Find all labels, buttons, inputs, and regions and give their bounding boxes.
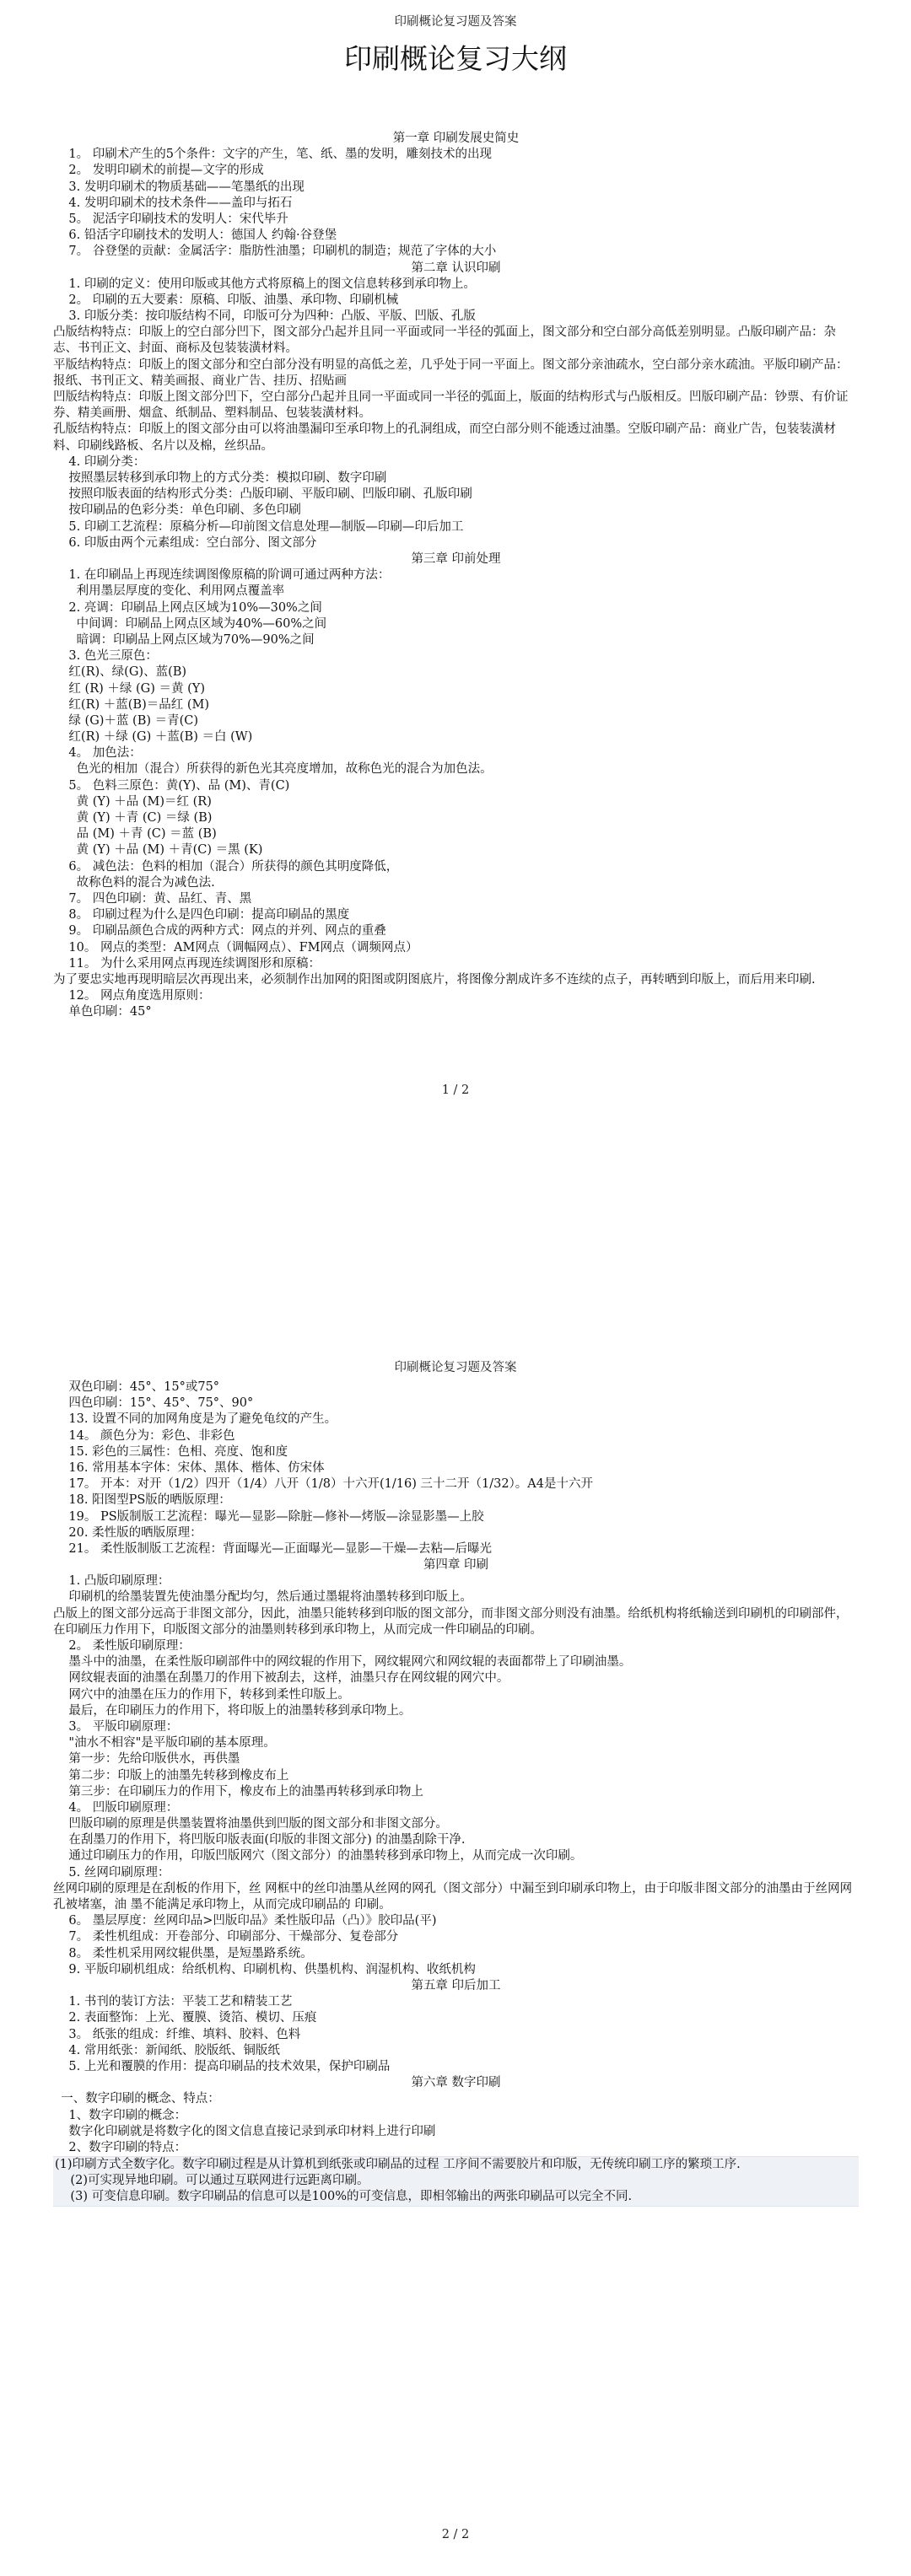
text-line: 10。 网点的类型：AM网点（调幅网点）、FM网点（调频网点）	[53, 940, 418, 955]
text-line: 16. 常用基本字体：宋体、黑体、楷体、仿宋体	[53, 1460, 325, 1475]
chapter-heading: 第四章 印刷	[423, 1558, 489, 1573]
text-line: 20. 柔性版的晒版原理：	[53, 1525, 202, 1540]
text-line: 4. 发明印刷术的技术条件——盖印与拓石	[53, 196, 293, 210]
text-line: 3。 平版印刷原理：	[53, 1719, 179, 1734]
running-header: 印刷概论复习题及答案	[394, 15, 517, 29]
document-title: 印刷概论复习大纲	[344, 42, 567, 75]
text-line: 14。 颜色分为：彩色、非彩色	[53, 1428, 235, 1443]
text-line: 红 (R) ＋绿 (G) ＝黄 (Y)	[53, 681, 205, 696]
page-1-body	[53, 131, 859, 1020]
chapter-heading: 第一章 印刷发展史简史	[392, 132, 520, 145]
text-line: 3。 纸张的组成：纤维、填料、胶料、色料	[53, 2027, 301, 2041]
text-line: 2。 柔性版印刷原理：	[53, 1639, 191, 1654]
text-line: 按印刷品的色彩分类：单色印刷、多色印刷	[53, 503, 301, 518]
text-line: 6. 铅活字印刷技术的发明人：德国人 约翰·谷登堡	[53, 229, 337, 243]
text-line: 印刷机的给墨装置先使油墨分配均匀，然后通过墨辊将油墨转移到印版上。	[53, 1590, 472, 1605]
text-line: 17。 开本：对开（1/2）四开（1/4）八开（1/8）十六开(1/16) 三十二开（1/32）。A4是十六开	[53, 1477, 593, 1492]
page-footer: 2 / 2	[441, 2528, 470, 2541]
text-line: 1. 书刊的装订方法：平装工艺和精装工艺	[53, 1995, 293, 2009]
text-line: 最后，在印刷压力的作用下，将印版上的油墨转移到承印物上。	[53, 1703, 412, 1718]
text-line: 凸版上的图文部分远高于非图文部分，因此，油墨只能转移到印版的图文部分，而非图文部分则没有油墨。给纸机构将纸输送到印刷机的印刷部件，在印刷压力作用下，印版图文部分的油墨则转移到承印物上，从而完成一件印刷品的印刷。	[53, 1606, 849, 1637]
text-line: 9。 印刷品颜色合成的两种方式：网点的并列、网点的重叠	[53, 924, 386, 938]
text-line: 1. 凸版印刷原理：	[53, 1574, 170, 1589]
text-line: 黄 (Y) ＋品 (M) ＋青(C) ＝黑 (K)	[53, 843, 263, 858]
text-line: 按照墨层转移到承印物上的方式分类：模拟印刷、数字印刷	[53, 471, 387, 486]
text-line: (2)可实现异地印刷。可以通过互联网进行远距离印刷。	[55, 2174, 369, 2188]
text-line: 色光的相加（混合）所获得的新色光其亮度增加，故称色光的混合为加色法。	[53, 762, 493, 777]
text-line: (3) 可变信息印刷。数字印刷品的信息可以是100%的可变信息，即相邻输出的两张印刷品可以完全不同.	[55, 2190, 633, 2204]
text-line: 通过印刷压力的作用，印版凹版网穴（图文部分）的油墨转移到承印物上，从而完成一次印刷。	[53, 1849, 583, 1863]
text-line: 凹版印刷的原理是供墨装置将油墨供到凹版的图文部分和非图文部分。	[53, 1817, 448, 1831]
text-line: 凹版结构特点：印版上图文部分凹下，空白部分凸起并且同一平面或同一半径的弧面上，版面的结构形式与凸版相反。凹版印刷产品：钞票、有价证券、精美画册、烟盒、纸制品、塑料制品、包装装潢材料。	[53, 390, 849, 421]
text-line: 红(R) ＋蓝(B)＝品红 (M)	[53, 697, 210, 712]
text-line: 7。 谷登堡的贡献：金属活字：脂肪性油墨；印刷机的制造；规范了字体的大小	[53, 245, 497, 259]
text-line: 5. 印刷工艺流程：原稿分析—印前图文信息处理—制版—印刷—印后加工	[53, 519, 464, 534]
text-line: 3. 印版分类：按印版结构不同，印版可分为四种：凸版、平版、凹版、孔版	[53, 309, 476, 324]
text-line: 2. 亮调：印刷品上网点区域为10%—30%之间	[53, 600, 322, 615]
text-line: 21。 柔性版制版工艺流程：背面曝光—正面曝光—显影—干燥—去粘—后曝光	[53, 1541, 492, 1556]
text-line: 1。 印刷术产生的5个条件：文字的产生，笔、纸、墨的发明，雕刻技术的出现	[53, 148, 492, 162]
text-line: 6。 减色法：色料的相加（混合）所获得的颜色其明度降低，	[53, 859, 399, 874]
text-line: 11。 为什么采用网点再现连续调图形和原稿：	[53, 956, 321, 971]
text-line: 绿 (G)＋蓝 (B) ＝青(C)	[53, 713, 199, 728]
text-line: 黄 (Y) ＋青 (C) ＝绿 (B)	[53, 811, 213, 825]
text-line: 2。 发明印刷术的前提—文字的形成	[53, 164, 264, 178]
text-line: 一、数字印刷的概念、特点：	[53, 2092, 220, 2106]
text-line: 双色印刷：45°、15°或75°	[53, 1380, 220, 1394]
text-line: "油水不相容"是平版印刷的基本原理。	[53, 1736, 276, 1750]
text-line: 19。 PS版制版工艺流程：曝光—显影—除脏—修补—烤版—涂显影墨—上胶	[53, 1509, 484, 1524]
chapter-heading: 第六章 数字印刷	[411, 2076, 501, 2090]
text-line: 利用墨层厚度的变化、利用网点覆盖率	[53, 584, 285, 599]
text-line: 丝网印刷的原理是在刮板的作用下，丝 网框中的丝印油墨从丝网的网孔（图文部分）中漏至到印刷承印物上，由于印版非图文部分的油墨由于丝网网孔被堵塞，油 墨不能满足承印物上，从而完成印刷品的 印刷。	[53, 1881, 853, 1912]
text-line: 1. 印刷的定义：使用印版或其他方式将原稿上的图文信息转移到承印物上。	[53, 277, 476, 291]
text-line: 单色印刷：45°	[53, 1005, 152, 1019]
text-line: 第二步：印版上的油墨先转移到橡皮布上	[53, 1768, 289, 1783]
running-header: 印刷概论复习题及答案	[394, 1361, 517, 1374]
highlighted-block	[53, 2156, 859, 2207]
text-line: 5. 丝网印刷原理：	[53, 1865, 170, 1880]
text-line: 孔版结构特点：印版上的图文部分由可以将油墨漏印至承印物上的孔洞组成，而空白部分则不能透过油墨。空版印刷产品：商业广告，包装装潢材料、印刷线路板、名片以及棉，丝织品。	[53, 422, 836, 453]
text-line: 3. 色光三原色：	[53, 649, 158, 664]
text-line: 6。 墨层厚度：丝网印品>凹版印品》柔性版印品（凸）》胶印品(平)	[53, 1914, 437, 1928]
text-line: 在刮墨刀的作用下，将凹版印版表面(印版的非图文部分) 的油墨刮除干净.	[53, 1833, 466, 1847]
chapter-heading: 第五章 印后加工	[411, 1979, 501, 1993]
text-line: 9. 平版印刷机组成：给纸机构、印刷机构、供墨机构、润湿机构、收纸机构	[53, 1962, 476, 1976]
text-line: 15. 彩色的三属性：色相、亮度、饱和度	[53, 1444, 288, 1459]
text-line: 数字化印刷就是将数字化的图文信息直接记录到承印材料上进行印刷	[53, 2124, 436, 2138]
text-line: 2、数字印刷的特点：	[53, 2140, 187, 2154]
text-line: 7。 柔性机组成：开卷部分、印刷部分、干燥部分、复卷部分	[53, 1930, 399, 1944]
text-line: 4. 常用纸张：新闻纸、胶版纸、铜版纸	[53, 2043, 280, 2057]
text-line: 黄 (Y) ＋品 (M)＝红 (R)	[53, 794, 212, 809]
text-line: 平版结构特点：印版上的图文部分和空白部分没有明显的高低之差，几乎处于同一平面上。图文部分亲油疏水，空白部分亲水疏油。平版印刷产品：报纸、书刊正文、精美画报、商业广告、挂历、招贴画	[53, 358, 849, 388]
text-line: 网纹辊表面的油墨在刮墨刀的作用下被刮去，这样，油墨只存在网纹辊的网穴中。	[53, 1671, 509, 1686]
text-line: 4. 印刷分类：	[53, 454, 146, 469]
page-footer: 1 / 2	[441, 1084, 470, 1097]
text-line: 为了要忠实地再现明暗层次再现出来，必须制作出加网的阳图或阴图底片，将图像分割成许多不连续的点子，再转晒到印版上，而后用来印刷.	[53, 972, 816, 987]
text-line: 1、数字印刷的概念：	[53, 2108, 187, 2122]
text-line: 8。 柔性机采用网纹辊供墨，是短墨路系统。	[53, 1946, 313, 1960]
chapter-heading: 第二章 认识印刷	[411, 261, 501, 275]
text-line: 2. 表面整饰：上光、覆膜、烫箔、模切、压痕	[53, 2011, 317, 2025]
text-line: 18. 阳图型PS版的晒版原理：	[53, 1493, 231, 1508]
text-line: 12。 网点角度选用原则：	[53, 989, 211, 1003]
text-line: 5. 上光和覆膜的作用：提高印刷品的技术效果，保护印刷品	[53, 2059, 391, 2073]
text-line: 4。 加色法：	[53, 746, 142, 761]
text-line: (1)印刷方式全数字化。数字印刷过程是从计算机到纸张或印刷品的过程 工序间不需要胶片和印版，无传统印刷工序的繁琐工序.	[55, 2158, 741, 2172]
text-line: 中间调：印刷品上网点区域为40%—60%之间	[53, 616, 327, 631]
text-line: 2。 印刷的五大要素：原稿、印版、油墨、承印物、印刷机械	[53, 293, 399, 307]
chapter-heading: 第三章 印前处理	[411, 552, 501, 566]
text-line: 墨斗中的油墨，在柔性版印刷部件中的网纹辊的作用下，网纹辊网穴和网纹辊的表面都带上了印刷油墨。	[53, 1655, 632, 1670]
text-line: 暗调：印刷品上网点区域为70%—90%之间	[53, 632, 315, 647]
text-line: 红(R)、绿(G)、蓝(B)	[53, 665, 187, 680]
text-line: 4。 凹版印刷原理：	[53, 1800, 179, 1815]
text-line: 第一步：先给印版供水，再供墨	[53, 1752, 240, 1767]
text-line: 6. 印版由两个元素组成：空白部分、图文部分	[53, 535, 317, 550]
text-line: 按照印版表面的结构形式分类：凸版印刷、平版印刷、凹版印刷、孔版印刷	[53, 487, 472, 502]
text-line: 品 (M) ＋青 (C) ＝蓝 (B)	[53, 827, 217, 842]
text-line: 网穴中的油墨在压力的作用下，转移到柔性印版上。	[53, 1687, 350, 1702]
text-line: 红(R) ＋绿 (G) ＋蓝(B) ＝白 (W)	[53, 730, 253, 745]
text-line: 13. 设置不同的加网角度是为了避免龟纹的产生。	[53, 1412, 337, 1427]
page-2	[0, 1288, 911, 2576]
text-line: 3. 发明印刷术的物质基础——笔墨纸的出现	[53, 180, 305, 194]
text-line: 7。 四色印刷：黄、品红、青、黑	[53, 891, 252, 906]
text-line: 1. 在印刷品上再现连续调图像原稿的阶调可通过两种方法：	[53, 568, 391, 583]
page-2-body	[53, 1379, 859, 2207]
text-line: 故称色料的混合为减色法.	[53, 875, 215, 890]
text-line: 5。 色料三原色：黄(Y)、品 (M)、青(C)	[53, 778, 290, 793]
text-line: 5。 泥活字印刷技术的发明人：宋代毕升	[53, 212, 288, 226]
text-line: 第三步：在印刷压力的作用下，橡皮布上的油墨再转移到承印物上	[53, 1784, 423, 1799]
text-line: 8。 印刷过程为什么是四色印刷：提高印刷品的黑度	[53, 908, 350, 922]
text-line: 四色印刷：15°、45°、75°、90°	[53, 1396, 254, 1411]
text-line: 凸版结构特点：印版上的空白部分凹下，图文部分凸起并且同一平面或同一半径的弧面上，图文部分和空白部分高低差别明显。凸版印刷产品：杂志、书刊正文、封面、商标及包装装潢材料。	[53, 325, 836, 356]
